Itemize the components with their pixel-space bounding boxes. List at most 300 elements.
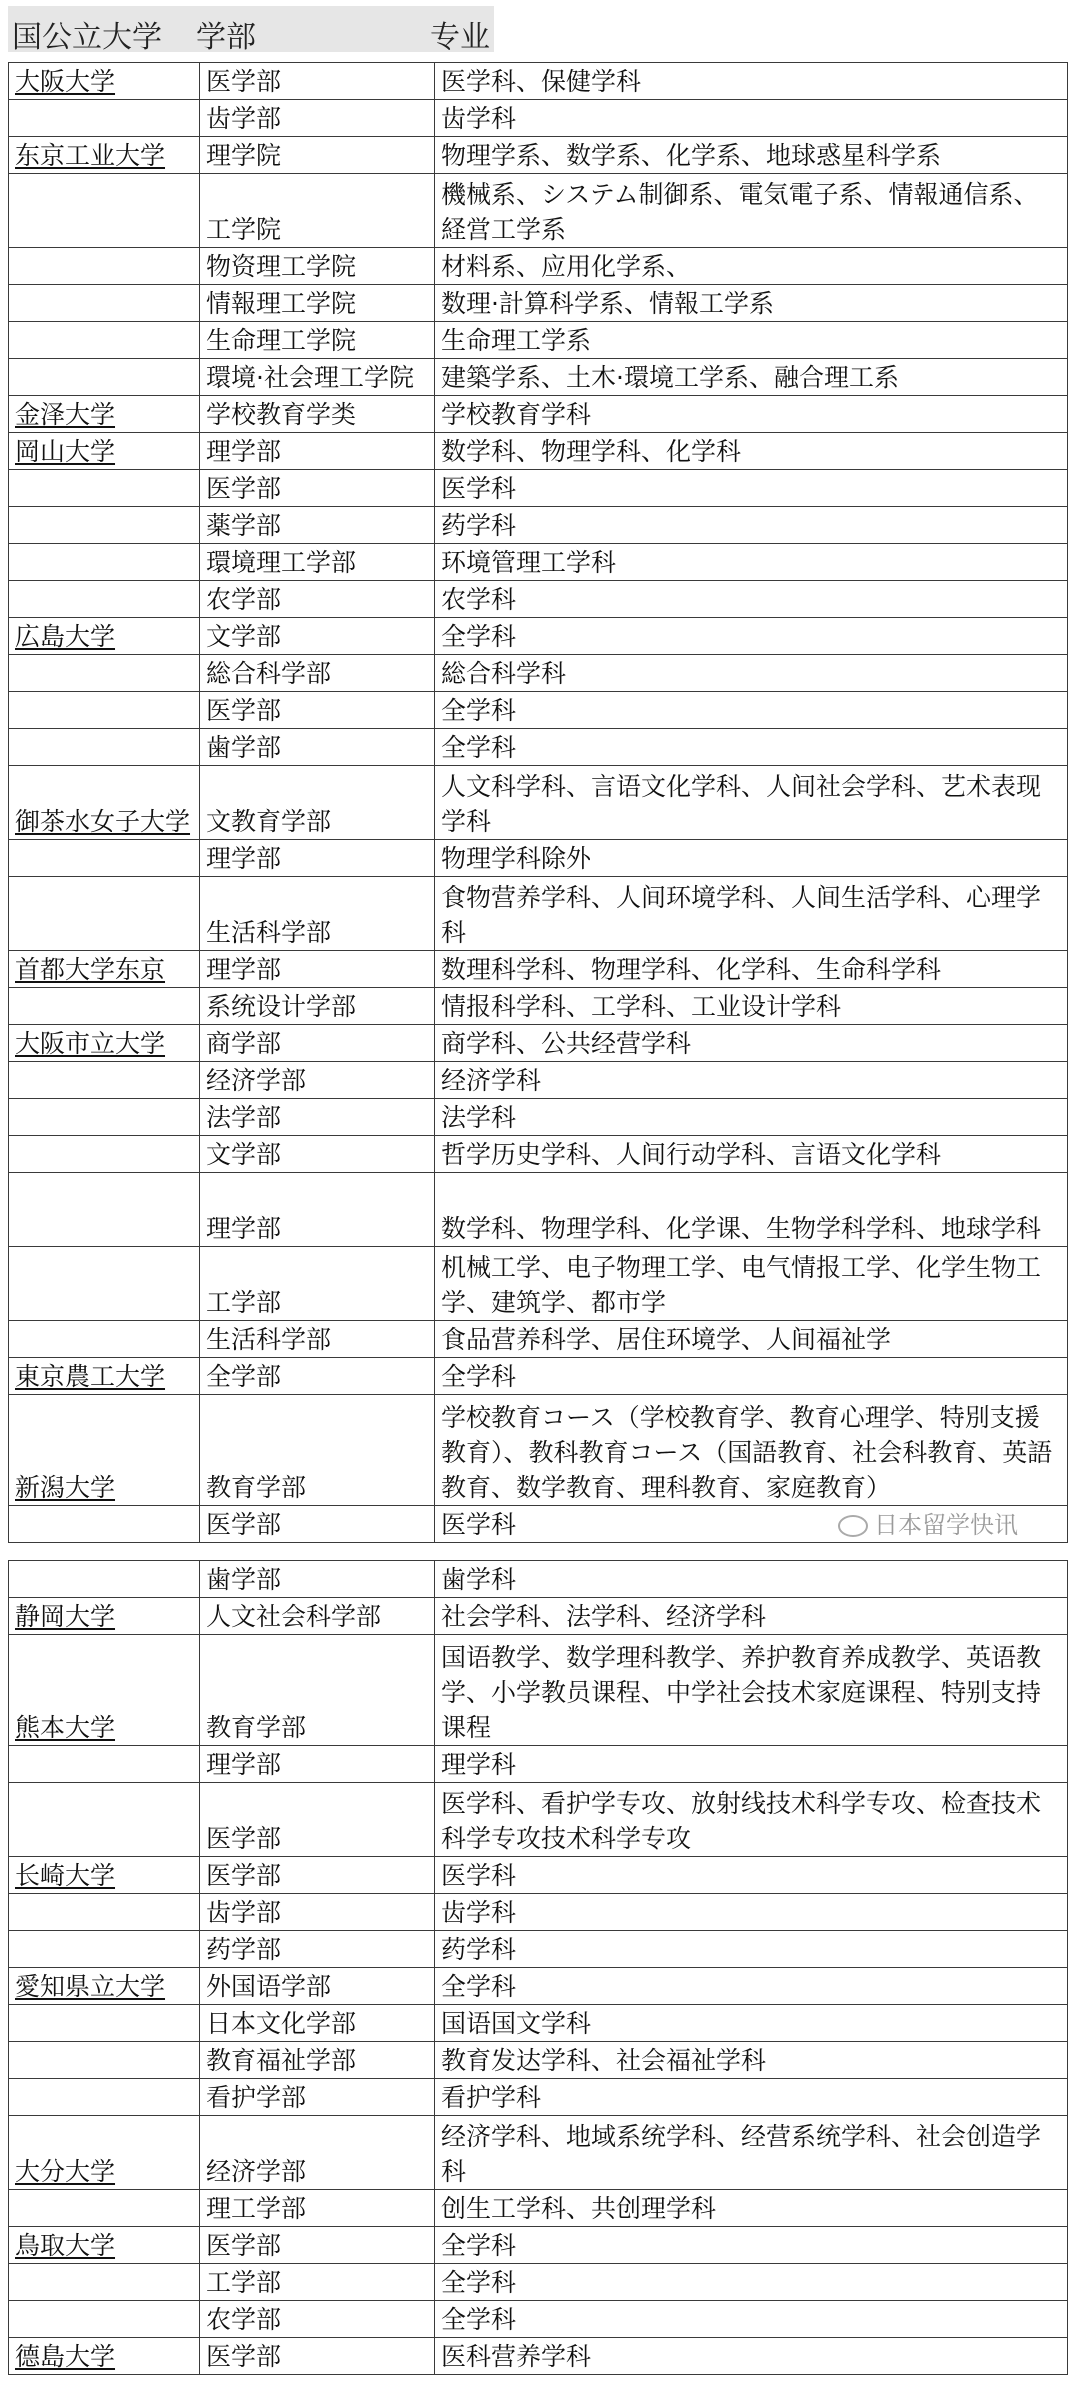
- table-row: [9, 1025, 1068, 1062]
- university-cell-text: 岡山大学: [15, 437, 116, 466]
- major-cell: [435, 1857, 1068, 1894]
- major-cell-text: 全学科: [441, 733, 517, 762]
- major-cell-text: 物理学系、数学系、化学系、地球惑星科学系: [441, 141, 942, 170]
- department-cell-text: 教育学部: [206, 1473, 307, 1502]
- department-cell-text: 文学部: [206, 622, 282, 651]
- table-row: [9, 248, 1068, 285]
- table-row: [9, 618, 1068, 655]
- major-cell-text: 歯学科: [441, 1565, 517, 1594]
- major-cell-text: 医学科: [441, 474, 517, 503]
- department-cell-text: 经济学部: [206, 2157, 307, 2186]
- table-row: [9, 951, 1068, 988]
- department-cell: [200, 2190, 435, 2227]
- department-cell: [200, 470, 435, 507]
- department-cell: [200, 1173, 435, 1247]
- department-cell: [200, 1062, 435, 1099]
- major-cell: [435, 729, 1068, 766]
- table-row: [9, 470, 1068, 507]
- major-cell: [435, 1062, 1068, 1099]
- major-cell-text: 国语教学、数学理科教学、养护教育养成教学、英语教学、小学教员课程、中学社会技术家庭课程、特别支持课程: [441, 1643, 1042, 1742]
- table-row: [9, 2005, 1068, 2042]
- university-cell: [9, 1321, 200, 1358]
- department-cell: [200, 2264, 435, 2301]
- major-cell-text: 医学科: [441, 1510, 517, 1539]
- university-cell-text: 鳥取大学: [15, 2231, 116, 2260]
- major-cell-text: 数学科、物理学科、化学科: [441, 437, 742, 466]
- major-cell: [435, 655, 1068, 692]
- major-cell-text: 齿学科: [441, 1898, 517, 1927]
- university-cell-text: 长崎大学: [15, 1861, 116, 1890]
- major-cell: [435, 1783, 1068, 1857]
- major-cell: [435, 100, 1068, 137]
- university-cell: [9, 877, 200, 951]
- major-cell-text: 农学科: [441, 585, 517, 614]
- major-cell: [435, 174, 1068, 248]
- department-cell: [200, 1247, 435, 1321]
- table-row: [9, 2190, 1068, 2227]
- major-cell: [435, 2190, 1068, 2227]
- major-cell: [435, 1358, 1068, 1395]
- department-cell-text: 外国语学部: [206, 1972, 332, 2001]
- major-cell-text: 物理学科除外: [441, 844, 592, 873]
- department-cell: [200, 248, 435, 285]
- table-header: [8, 6, 494, 55]
- table-row: [9, 1783, 1068, 1857]
- major-cell: [435, 877, 1068, 951]
- table-row: [9, 1561, 1068, 1598]
- major-cell-text: 人文科学科、言语文化学科、人间社会学科、艺术表现学科: [441, 772, 1042, 836]
- major-cell-text: 哲学历史学科、人间行动学科、言语文化学科: [441, 1140, 942, 1169]
- department-cell: [200, 433, 435, 470]
- university-cell: [9, 1931, 200, 1968]
- university-cell: [9, 2042, 200, 2079]
- major-cell-text: 機械系、システム制御系、電気電子系、情報通信系、経営工学系: [441, 180, 1039, 244]
- major-cell-text: 社会学科、法学科、经济学科: [441, 1602, 767, 1631]
- department-cell: [200, 951, 435, 988]
- table-row: [9, 1358, 1068, 1395]
- department-cell: [200, 174, 435, 248]
- department-cell-text: 医学部: [206, 1824, 282, 1853]
- major-cell: [435, 1931, 1068, 1968]
- major-cell: [435, 137, 1068, 174]
- department-cell-text: 理学部: [206, 844, 282, 873]
- table-row: [9, 1746, 1068, 1783]
- watermark-text: 日本留学快讯: [874, 1511, 1018, 1539]
- table-row: [9, 2042, 1068, 2079]
- major-cell: [435, 2042, 1068, 2079]
- table-row: [9, 322, 1068, 359]
- department-cell: [200, 285, 435, 322]
- department-cell-text: 工学院: [206, 215, 282, 244]
- department-cell: [200, 655, 435, 692]
- university-cell: [9, 1635, 200, 1746]
- major-cell-text: 材料系、应用化学系、: [441, 252, 692, 281]
- university-cell: [9, 1506, 200, 1543]
- department-cell: [200, 1395, 435, 1506]
- department-cell: [200, 63, 435, 100]
- department-cell-text: 医学部: [206, 1510, 282, 1539]
- university-cell: [9, 692, 200, 729]
- major-cell-text: 经济学科、地域系统学科、经营系统学科、社会创造学科: [441, 2122, 1042, 2186]
- university-cell: [9, 840, 200, 877]
- major-cell-text: 法学科: [441, 1103, 517, 1132]
- university-cell: [9, 2005, 200, 2042]
- major-cell: [435, 766, 1068, 840]
- department-cell-text: 文学部: [206, 1140, 282, 1169]
- department-cell: [200, 2005, 435, 2042]
- university-cell-text: 広島大学: [15, 622, 116, 651]
- major-cell-text: 教育发达学科、社会福祉学科: [441, 2046, 767, 2075]
- university-cell: [9, 1025, 200, 1062]
- department-cell: [200, 1968, 435, 2005]
- university-cell: [9, 581, 200, 618]
- major-cell: [435, 285, 1068, 322]
- department-cell: [200, 1783, 435, 1857]
- watermark: [838, 1505, 1018, 1540]
- department-cell-text: 看护学部: [206, 2083, 307, 2112]
- university-cell: [9, 2227, 200, 2264]
- major-cell: [435, 507, 1068, 544]
- department-cell-text: 医学部: [206, 2231, 282, 2260]
- department-cell-text: 经济学部: [206, 1066, 307, 1095]
- department-cell-text: 生活科学部: [206, 918, 332, 947]
- university-cell: [9, 322, 200, 359]
- major-cell-text: 学校教育コース（学校教育学、教育心理学、特別支援教育）、教科教育コース（国語教育、社会科教育、英語教育、数学教育、理科教育、家庭教育）: [441, 1403, 1053, 1502]
- department-cell: [200, 1506, 435, 1543]
- department-cell: [200, 692, 435, 729]
- major-cell-text: 食品营养科学、居住环境学、人间福祉学: [441, 1325, 892, 1354]
- department-cell: [200, 507, 435, 544]
- table-row: [9, 285, 1068, 322]
- major-cell: [435, 322, 1068, 359]
- major-cell-text: 国语国文学科: [441, 2009, 592, 2038]
- university-cell: [9, 1062, 200, 1099]
- department-cell: [200, 1857, 435, 1894]
- major-cell-text: 商学科、公共经营学科: [441, 1029, 692, 1058]
- major-cell: [435, 840, 1068, 877]
- department-cell-text: 教育学部: [206, 1713, 307, 1742]
- department-cell-text: 総合科学部: [206, 659, 332, 688]
- university-cell: [9, 396, 200, 433]
- header-university: 国公立大学: [12, 20, 162, 55]
- major-cell: [435, 470, 1068, 507]
- university-cell-text: 熊本大学: [15, 1713, 116, 1742]
- university-cell: [9, 1247, 200, 1321]
- major-cell: [435, 1561, 1068, 1598]
- major-cell: [435, 1099, 1068, 1136]
- department-cell-text: 物资理工学院: [206, 252, 357, 281]
- university-cell: [9, 1968, 200, 2005]
- table-row: [9, 359, 1068, 396]
- major-cell-text: 创生工学科、共创理学科: [441, 2194, 717, 2223]
- department-cell: [200, 2079, 435, 2116]
- university-cell: [9, 2116, 200, 2190]
- table-row: [9, 1247, 1068, 1321]
- department-cell: [200, 729, 435, 766]
- major-cell: [435, 1321, 1068, 1358]
- university-cell: [9, 1136, 200, 1173]
- department-cell-text: 歯学部: [206, 733, 282, 762]
- department-cell-text: 医学部: [206, 1861, 282, 1890]
- department-cell: [200, 840, 435, 877]
- table-row: [9, 1321, 1068, 1358]
- department-cell-text: 医学部: [206, 2342, 282, 2371]
- university-cell: [9, 1857, 200, 1894]
- department-cell-text: 人文社会科学部: [206, 1602, 382, 1631]
- department-cell: [200, 988, 435, 1025]
- table-row: [9, 1857, 1068, 1894]
- table-row: [9, 63, 1068, 100]
- department-cell-text: 农学部: [206, 2305, 282, 2334]
- major-cell-text: 全学科: [441, 2305, 517, 2334]
- department-cell-text: 商学部: [206, 1029, 282, 1058]
- major-cell-text: 医科营养学科: [441, 2342, 592, 2371]
- table-row: [9, 2079, 1068, 2116]
- table-row: [9, 396, 1068, 433]
- major-cell-text: 全学科: [441, 696, 517, 725]
- department-cell: [200, 1598, 435, 1635]
- major-cell: [435, 618, 1068, 655]
- major-cell: [435, 1894, 1068, 1931]
- table-row: [9, 137, 1068, 174]
- major-cell-text: 学校教育学科: [441, 400, 592, 429]
- department-cell: [200, 1894, 435, 1931]
- university-cell-text: 德島大学: [15, 2342, 116, 2371]
- department-cell-text: 理学部: [206, 437, 282, 466]
- table-row: [9, 2264, 1068, 2301]
- department-cell: [200, 100, 435, 137]
- department-cell-text: 環境·社会理工学院: [206, 363, 414, 392]
- department-cell: [200, 618, 435, 655]
- table-row: [9, 655, 1068, 692]
- header-department: 学部: [196, 20, 256, 55]
- major-cell: [435, 2005, 1068, 2042]
- major-cell-text: 数学科、物理学科、化学课、生物学科学科、地球学科: [441, 1214, 1042, 1243]
- department-cell-text: 教育福祉学部: [206, 2046, 357, 2075]
- department-cell: [200, 2042, 435, 2079]
- major-cell: [435, 1968, 1068, 2005]
- major-cell: [435, 433, 1068, 470]
- image-seam: [0, 1549, 1080, 1560]
- university-cell: [9, 248, 200, 285]
- department-cell: [200, 2338, 435, 2375]
- table-row: [9, 2338, 1068, 2375]
- major-cell: [435, 1635, 1068, 1746]
- major-cell-text: 环境管理工学科: [441, 548, 617, 577]
- major-cell-text: 经济学科: [441, 1066, 542, 1095]
- header-major: 专业: [430, 20, 490, 55]
- university-cell: [9, 1561, 200, 1598]
- department-cell-text: 医学部: [206, 67, 282, 96]
- department-cell-text: 农学部: [206, 585, 282, 614]
- department-cell: [200, 1358, 435, 1395]
- table-row: [9, 1136, 1068, 1173]
- department-cell-text: 歯学部: [206, 1565, 282, 1594]
- department-cell-text: 学校教育学类: [206, 400, 357, 429]
- university-cell-text: 東京農工大学: [15, 1362, 166, 1391]
- department-cell: [200, 766, 435, 840]
- department-cell: [200, 1099, 435, 1136]
- department-cell: [200, 2227, 435, 2264]
- major-cell-text: 药学科: [441, 1935, 517, 1964]
- university-cell: [9, 1395, 200, 1506]
- department-cell: [200, 544, 435, 581]
- major-cell-text: 医学科: [441, 1861, 517, 1890]
- major-cell: [435, 359, 1068, 396]
- university-cell-text: 新潟大学: [15, 1473, 116, 1502]
- department-cell: [200, 1321, 435, 1358]
- university-cell: [9, 2264, 200, 2301]
- major-cell: [435, 581, 1068, 618]
- table-row: [9, 1173, 1068, 1247]
- department-cell: [200, 2301, 435, 2338]
- department-cell: [200, 1136, 435, 1173]
- major-cell: [435, 1025, 1068, 1062]
- table-row: [9, 1395, 1068, 1506]
- table-row: [9, 1099, 1068, 1136]
- major-cell-text: 食物营养学科、人间环境学科、人间生活学科、心理学科: [441, 883, 1042, 947]
- department-cell-text: 齿学部: [206, 1898, 282, 1927]
- university-cell: [9, 2190, 200, 2227]
- table-row: [9, 1598, 1068, 1635]
- department-cell: [200, 2116, 435, 2190]
- major-cell-text: 药学科: [441, 511, 517, 540]
- university-cell: [9, 951, 200, 988]
- major-cell-text: 医学科、看护学专攻、放射线技术科学专攻、检查技术科学专攻技术科学专攻: [441, 1789, 1042, 1853]
- department-cell-text: 医学部: [206, 474, 282, 503]
- department-cell: [200, 1635, 435, 1746]
- university-cell-text: 大阪大学: [15, 67, 116, 96]
- university-cell: [9, 1173, 200, 1247]
- major-cell-text: 全学科: [441, 1362, 517, 1391]
- university-cell: [9, 988, 200, 1025]
- table-row: [9, 766, 1068, 840]
- table-row: [9, 507, 1068, 544]
- department-cell-text: 药学部: [206, 1935, 282, 1964]
- department-cell-text: 理学部: [206, 1214, 282, 1243]
- department-cell-text: 情報理工学院: [206, 289, 357, 318]
- major-cell-text: 看护学科: [441, 2083, 542, 2112]
- university-table-part2: [8, 1560, 1068, 2375]
- university-cell: [9, 507, 200, 544]
- major-cell: [435, 1247, 1068, 1321]
- university-cell-text: 御茶水女子大学: [15, 807, 191, 836]
- major-cell: [435, 396, 1068, 433]
- department-cell: [200, 581, 435, 618]
- major-cell: [435, 1598, 1068, 1635]
- university-cell: [9, 137, 200, 174]
- major-cell: [435, 951, 1068, 988]
- table-row: [9, 2116, 1068, 2190]
- table-row: [9, 988, 1068, 1025]
- table-row: [9, 581, 1068, 618]
- university-cell: [9, 174, 200, 248]
- university-cell: [9, 655, 200, 692]
- department-cell-text: 生活科学部: [206, 1325, 332, 1354]
- university-cell-text: 愛知県立大学: [15, 1972, 166, 2001]
- major-cell: [435, 2301, 1068, 2338]
- major-cell-text: 理学科: [441, 1750, 517, 1779]
- university-cell: [9, 1598, 200, 1635]
- major-cell-text: 全学科: [441, 2231, 517, 2260]
- department-cell: [200, 877, 435, 951]
- major-cell-text: 生命理工学系: [441, 326, 592, 355]
- department-cell: [200, 396, 435, 433]
- university-cell-text: 大阪市立大学: [15, 1029, 166, 1058]
- department-cell-text: 生命理工学院: [206, 326, 357, 355]
- department-cell: [200, 1025, 435, 1062]
- major-cell-text: 全学科: [441, 2268, 517, 2297]
- university-cell: [9, 729, 200, 766]
- university-cell: [9, 2301, 200, 2338]
- department-cell-text: 齿学部: [206, 104, 282, 133]
- major-cell-text: 数理科学科、物理学科、化学科、生命科学科: [441, 955, 942, 984]
- university-cell: [9, 63, 200, 100]
- table-row: [9, 1635, 1068, 1746]
- major-cell: [435, 988, 1068, 1025]
- department-cell: [200, 1746, 435, 1783]
- university-cell: [9, 1358, 200, 1395]
- department-cell-text: 環境理工学部: [206, 548, 357, 577]
- table-row: [9, 433, 1068, 470]
- major-cell: [435, 1746, 1068, 1783]
- major-cell: [435, 63, 1068, 100]
- department-cell-text: 理工学部: [206, 2194, 307, 2223]
- major-cell: [435, 2227, 1068, 2264]
- major-cell-text: 齿学科: [441, 104, 517, 133]
- table-row: [9, 174, 1068, 248]
- university-cell: [9, 2079, 200, 2116]
- major-cell: [435, 2116, 1068, 2190]
- department-cell-text: 工学部: [206, 2268, 282, 2297]
- major-cell-text: 机械工学、电子物理工学、电气情报工学、化学生物工学、建筑学、都市学: [441, 1253, 1042, 1317]
- university-cell: [9, 359, 200, 396]
- university-cell-text: 大分大学: [15, 2157, 116, 2186]
- table-row: [9, 840, 1068, 877]
- university-cell: [9, 618, 200, 655]
- major-cell-text: 建築学系、土木·環境工学系、融合理工系: [441, 363, 899, 392]
- major-cell: [435, 2338, 1068, 2375]
- table-row: [9, 1062, 1068, 1099]
- department-cell: [200, 359, 435, 396]
- major-cell: [435, 692, 1068, 729]
- university-cell-text: 首都大学东京: [15, 955, 166, 984]
- department-cell-text: 医学部: [206, 696, 282, 725]
- university-cell: [9, 766, 200, 840]
- department-cell-text: 文教育学部: [206, 807, 332, 836]
- department-cell-text: 理学院: [206, 141, 282, 170]
- major-cell: [435, 1173, 1068, 1247]
- table-row: [9, 544, 1068, 581]
- major-cell-text: 全学科: [441, 1972, 517, 2001]
- department-cell: [200, 1561, 435, 1598]
- major-cell: [435, 1395, 1068, 1506]
- university-cell: [9, 2338, 200, 2375]
- department-cell: [200, 322, 435, 359]
- university-cell-text: 金泽大学: [15, 400, 116, 429]
- university-cell: [9, 1894, 200, 1931]
- table-row: [9, 729, 1068, 766]
- university-cell: [9, 1783, 200, 1857]
- major-cell-text: 全学科: [441, 622, 517, 651]
- university-cell: [9, 100, 200, 137]
- table-row: [9, 1968, 1068, 2005]
- university-cell-text: 东京工业大学: [15, 141, 166, 170]
- university-cell: [9, 285, 200, 322]
- major-cell-text: 医学科、保健学科: [441, 67, 642, 96]
- university-cell: [9, 1099, 200, 1136]
- department-cell-text: 工学部: [206, 1288, 282, 1317]
